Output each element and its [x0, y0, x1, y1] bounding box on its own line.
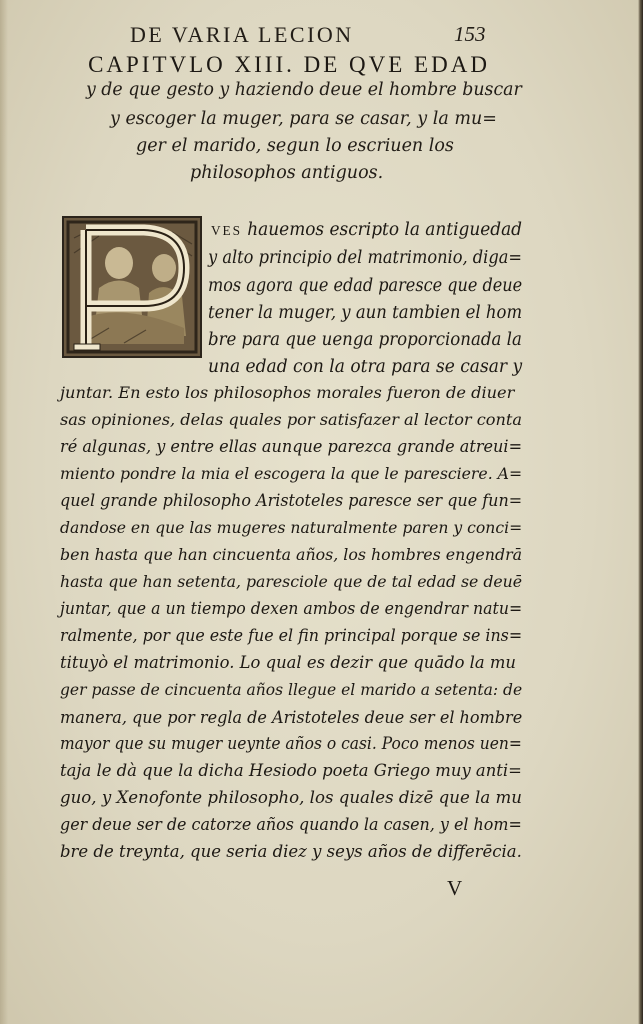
- body-line: manera, que por regla de Aristoteles deue ser el hombre: [60, 707, 523, 727]
- body-line: tituyò el matrimonio. Lo qual es dezir que quādo la mu: [60, 653, 516, 672]
- body-line: bre para que uenga proporcionada la: [208, 329, 522, 350]
- body-line: ger passe de cincuenta años llegue el marido a setenta: de: [60, 680, 523, 699]
- body-line: y alto principio del matrimonio, diga=: [208, 247, 522, 268]
- body-line: tener la muger, y aun tambien el hom: [208, 302, 523, 323]
- body-line: taja le dà que la dicha Hesiodo poeta Griego muy anti=: [60, 761, 522, 780]
- body-line: bre de treynta, que seria diez y seys años de differēcia.: [60, 842, 522, 861]
- body-line: mayor que su muger ueynte años o casi. Poco menos uen=: [60, 734, 522, 753]
- subtitle-line: philosophos antiguos.: [190, 163, 384, 183]
- body-line-text: hauemos escripto la antiguedad: [241, 219, 523, 240]
- decorated-initial-p: [62, 216, 202, 358]
- body-line: sas opiniones, delas quales por satisfazer al lector conta: [60, 410, 523, 429]
- body-line: ralmente, por que este fue el fin principal porque se ins=: [60, 626, 523, 645]
- subtitle-line: y escoger la muger, para se casar, y la mu=: [110, 109, 497, 129]
- small-caps-opening: VES: [211, 224, 242, 239]
- body-line: ger deue ser de catorze años quando la casen, y el hom=: [60, 815, 522, 834]
- body-line-1: [211, 219, 522, 240]
- body-line: juntar, que a un tiempo dexen ambos de engendrar natu=: [60, 599, 523, 618]
- page-number: 153: [454, 22, 486, 46]
- body-line: quel grande philosopho Aristoteles paresce ser que fun=: [60, 491, 523, 510]
- catchword: V: [447, 876, 463, 900]
- body-line: hasta que han setenta, paresciole que de tal edad se deuē: [60, 572, 523, 591]
- chapter-heading: CAPITVLO XIII. DE QVE EDAD: [88, 52, 490, 77]
- body-line: dandose en que las mugeres naturalmente paren y conci=: [60, 518, 523, 537]
- subtitle-line: y de que gesto y haziendo deue el hombre buscar: [86, 80, 522, 100]
- body-line: guo, y Xenofonte philosopho, los quales dizē que la mu: [60, 788, 522, 807]
- body-line: una edad con la otra para se casar y: [208, 356, 523, 377]
- body-line: mos agora que edad paresce que deue: [208, 275, 523, 296]
- body-line: ré algunas, y entre ellas aunque parezca grande atreui=: [60, 437, 523, 456]
- running-title: DE VARIA LECION: [130, 22, 354, 47]
- woodcut-illustration-icon: [64, 218, 200, 356]
- subtitle-line: ger el marido, segun lo escriuen los: [136, 136, 454, 156]
- body-line: ben hasta que han cincuenta años, los hombres engendrā: [60, 545, 523, 564]
- body-line: miento pondre la mia el escogera la que le paresciere. A=: [60, 464, 523, 483]
- body-line: juntar. En esto los philosophos morales fueron de diuer: [60, 383, 515, 402]
